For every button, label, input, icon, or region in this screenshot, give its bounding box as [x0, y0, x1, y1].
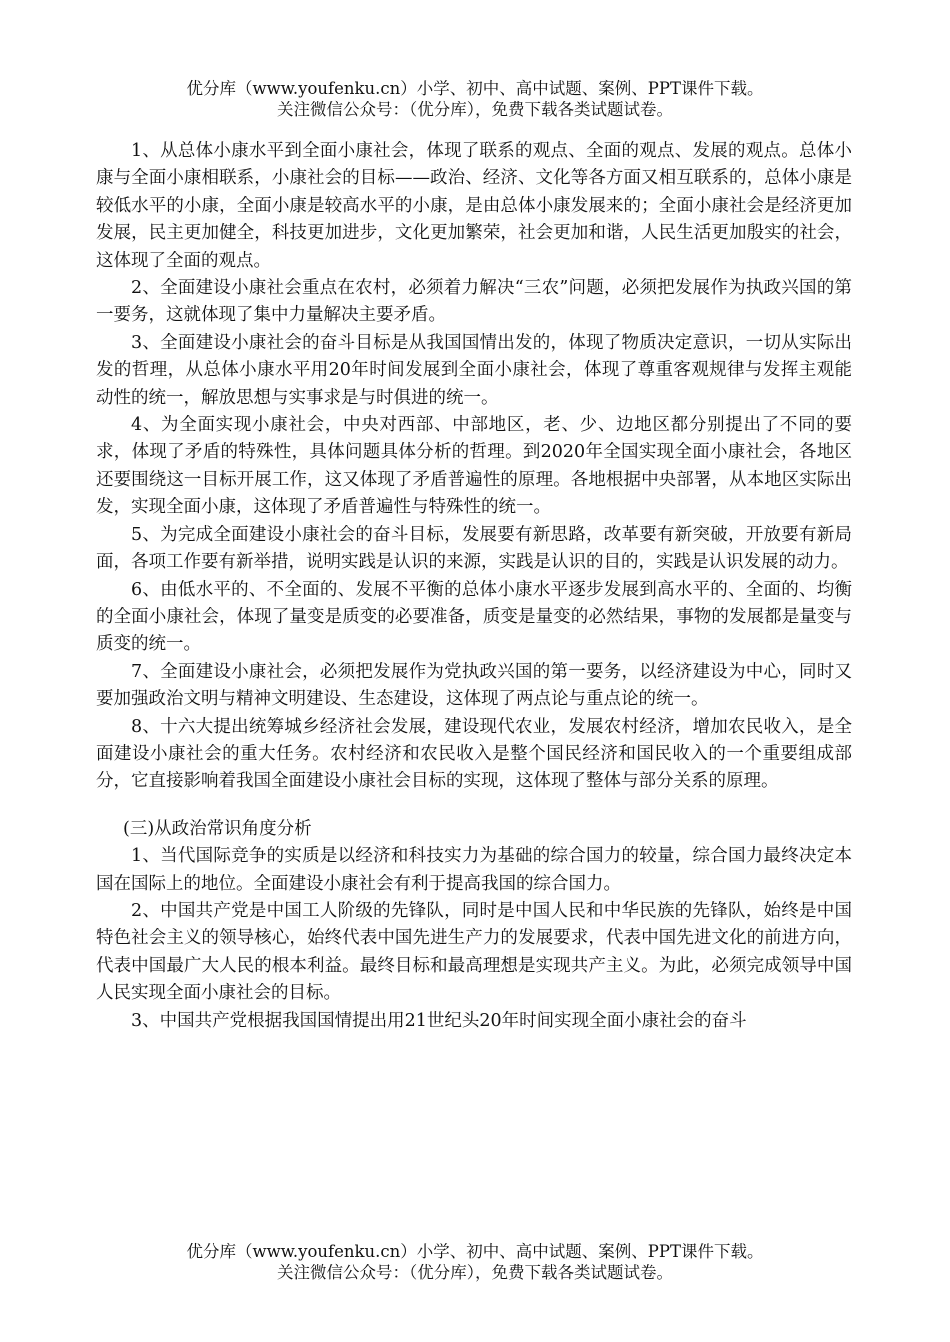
header-line-2: 关注微信公众号：（优分库），免费下载各类试题试卷。 — [277, 100, 673, 119]
paragraph-6: 6、由低水平的、不全面的、发展不平衡的总体小康水平逐步发展到高水平的、全面的、均衡的全面小康社会，体现了量变是质变的必要准备，质变是量变的必然结果，事物的发展都是量变与质变的统一。 — [96, 579, 852, 655]
paragraph-5: 5、为完成全面建设小康社会的奋斗目标，发展要有新思路，改革要有新突破，开放要有新局面，各项工作要有新举措，说明实践是认识的来源，实践是认识的目的，实践是认识发展的动力。 — [96, 524, 852, 573]
footer-line-1: 优分库（www.youfenku.cn）小学、初中、高中试题、案例、PPT课件下载。 — [186, 1242, 764, 1261]
paragraph-1: 1、从总体小康水平到全面小康社会，体现了联系的观点、全面的观点、发展的观点。总体小康与全面小康相联系，小康社会的目标——政治、经济、文化等各方面又相互联系的，总体小康是较低水平的小康，全面小康是较高水平的小康，是由总体小康发展来的；全面小康社会是经济更加发展，民主更加健全，科技更加进步，文化更加繁荣，社会更加和谐，人民生活更加殷实的社会，这体现了全面的观点。 — [96, 141, 852, 271]
paragraph-8: 8、十六大提出统筹城乡经济社会发展，建设现代农业，发展农村经济，增加农民收入，是全面建设小康社会的重大任务。农村经济和农民收入是整个国民经济和国民收入的一个重要组成部分，它直接影响着我国全面建设小康社会目标的实现，这体现了整体与部分关系的原理。 — [96, 716, 852, 792]
paragraph-7: 7、全面建设小康社会，必须把发展作为党执政兴国的第一要务，以经济建设为中心，同时又要加强政治文明与精神文明建设、生态建设，这体现了两点论与重点论的统一。 — [96, 661, 852, 710]
header-line-1: 优分库（www.youfenku.cn）小学、初中、高中试题、案例、PPT课件下载。 — [186, 79, 764, 98]
paragraph-2: 2、全面建设小康社会重点在农村，必须着力解决“三农”问题，必须把发展作为执政兴国的第一要务，这就体现了集中力量解决主要矛盾。 — [96, 278, 852, 326]
section-paragraph-1: 1、当代国际竞争的实质是以经济和科技实力为基础的综合国力的较量，综合国力最终决定本国在国际上的地位。全面建设小康社会有利于提高我国的综合国力。 — [96, 846, 852, 894]
page-header — [0, 78, 950, 120]
paragraph-4: 4、为全面实现小康社会，中央对西部、中部地区，老、少、边地区都分别提出了不同的要求，体现了矛盾的特殊性，具体问题具体分析的哲理。到2020年全国实现全面小康社会，各地区还要围绕这一目标开展工作，这又体现了矛盾普遍性的原理。各地根据中央部署，从本地区实际出发，实现全面小康，这体现了矛盾普遍性与特殊性的统一。 — [96, 415, 852, 518]
footer-line-2: 关注微信公众号：（优分库），免费下载各类试题试卷。 — [277, 1263, 673, 1282]
page-footer — [0, 1241, 950, 1283]
paragraph-3: 3、全面建设小康社会的奋斗目标是从我国国情出发的，体现了物质决定意识，一切从实际出发的哲理，从总体小康水平用20年时间发展到全面小康社会，体现了尊重客观规律与发挥主观能动性的统一，解放思想与实事求是与时俱进的统一。 — [96, 332, 852, 408]
document-body — [96, 138, 852, 1035]
section-heading: (三)从政治常识角度分析 — [123, 818, 312, 839]
section-paragraph-2: 2、中国共产党是中国工人阶级的先锋队，同时是中国人民和中华民族的先锋队，始终是中国特色社会主义的领导核心，始终代表中国先进生产力的发展要求，代表中国先进文化的前进方向，代表中国最广大人民的根本利益。最终目标和最高理想是实现共产主义。为此，必须完成领导中国人民实现全面小康社会的目标。 — [96, 900, 852, 1004]
section-paragraph-3: 3、中国共产党根据我国国情提出用21世纪头20年时间实现全面小康社会的奋斗 — [131, 1010, 747, 1031]
